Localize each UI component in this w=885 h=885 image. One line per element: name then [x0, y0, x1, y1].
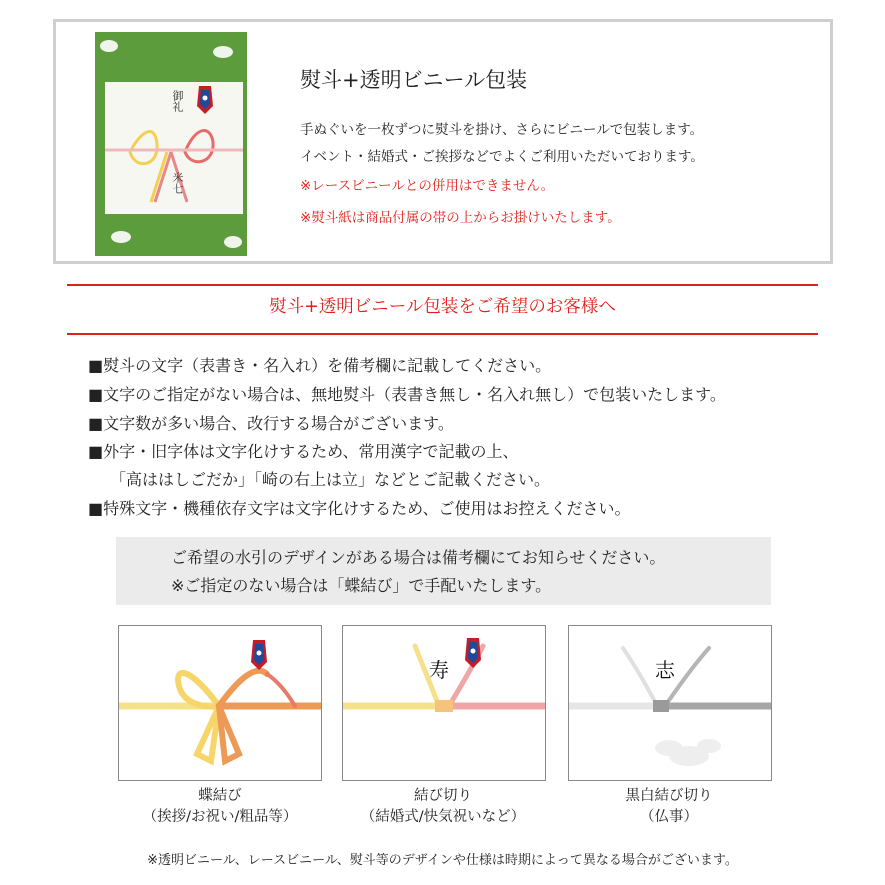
rule-item: ■文字のご指定がない場合は、無地熨斗（表書き無し・名入れ無し）で包装いたします。: [88, 385, 726, 404]
design-notice-box: [116, 537, 771, 605]
noshi-black-white-caption: [567, 786, 771, 828]
rule-item: ■外字・旧字体は文字化けするため、常用漢字で記載の上、: [88, 442, 519, 461]
noshi-tied-knot-image: [342, 625, 546, 781]
noshi-kanji-kokorozashi: 志: [655, 658, 675, 682]
product-description-line: イベント・結婚式・ご挨拶などでよくご利用いただいております。: [300, 149, 704, 165]
rule-item: ■文字数が多い場合、改行する場合がございます。: [88, 414, 454, 433]
noshi-bow-knot-image: [118, 625, 322, 781]
rule-item-continued: 「高ははしごだか」「崎の右上は立」などとご記載ください。: [110, 470, 551, 489]
rule-item: ■特殊文字・機種依存文字は文字化けするため、ご使用はお控えください。: [88, 499, 631, 518]
divider-top: [67, 284, 818, 286]
section-heading: 熨斗+透明ビニール包装をご希望のお客様へ: [269, 297, 616, 317]
noshi-type-use: （結婚式/快気祝いなど）: [360, 809, 526, 825]
product-photo: [95, 32, 247, 256]
product-title: 熨斗+透明ビニール包装: [300, 68, 528, 92]
noshi-bow-caption: [118, 786, 322, 828]
notice-line: ※ご指定のない場合は「蝶結び」で手配いたします。: [171, 576, 552, 595]
warning-note: ※レースビニールとの併用はできません。: [300, 178, 555, 194]
notice-line: ご希望の水引のデザインがある場合は備考欄にてお知らせください。: [171, 548, 666, 567]
warning-note: ※熨斗紙は商品付属の帯の上からお掛けいたします。: [300, 210, 621, 226]
noshi-type-name: 結び切り: [414, 788, 472, 804]
noshi-black-white-image: [568, 625, 772, 781]
noshi-name-text: 米七: [171, 172, 184, 194]
noshi-type-use: （挨拶/お祝い/粗品等）: [142, 809, 298, 825]
noshi-type-name: 黒白結び切り: [625, 788, 713, 804]
noshi-type-name: 蝶結び: [198, 788, 242, 804]
footnote: ※透明ビニール、レースビニール、熨斗等のデザインや仕様は時期によって異なる場合がございます。: [147, 853, 738, 868]
noshi-kanji-kotobuki: 寿: [429, 658, 449, 682]
rule-item: ■熨斗の文字（表書き・名入れ）を備考欄に記載してください。: [88, 356, 552, 375]
noshi-type-use: （仏事）: [640, 809, 698, 825]
noshi-tied-caption: [341, 786, 545, 828]
noshi-top-text: 御礼: [171, 90, 184, 112]
product-description-line: 手ぬぐいを一枚ずつに熨斗を掛け、さらにビニールで包装します。: [300, 122, 704, 138]
product-card: [53, 19, 833, 264]
divider-bottom: [67, 333, 818, 335]
